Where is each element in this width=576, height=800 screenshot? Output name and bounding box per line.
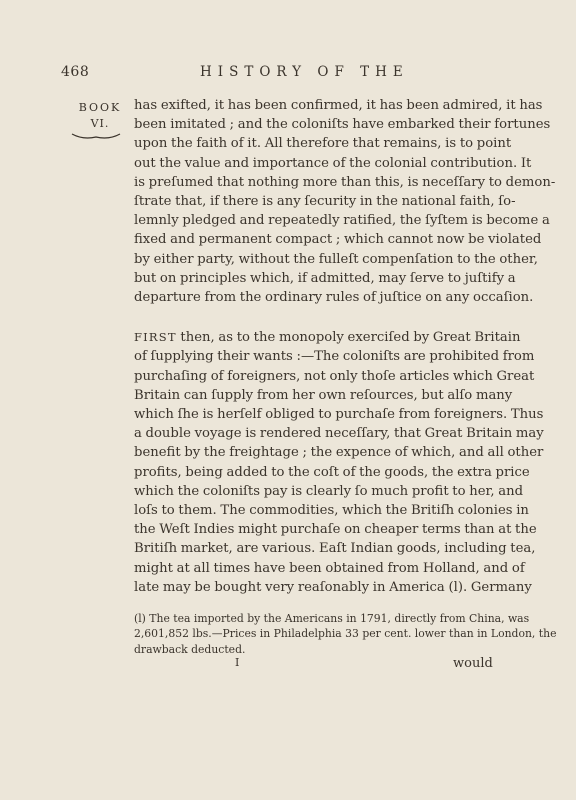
text-line: Britain can ſupply from her own reſources, but alſo many bbox=[134, 387, 513, 403]
text-line: loſs to them. The commodities, which the Britiſh colonies in bbox=[134, 503, 529, 519]
text-line: late may be bought very reaſonably in America (l). Germany bbox=[134, 579, 532, 595]
text-line: has exifted, it has been confirmed, it has been admired, it has bbox=[134, 98, 543, 113]
text-line: which ſhe is herſelf obliged to purchaſe from foreigners. Thus bbox=[134, 407, 544, 423]
text-line: is preſumed that nothing more than this, is neceſſary to demon- bbox=[134, 174, 556, 190]
page-number: 468 bbox=[61, 64, 90, 80]
book-label: BOOK bbox=[78, 101, 122, 114]
text-line: departure from the ordinary rules of juſtice on any occaſion. bbox=[134, 290, 534, 306]
text-line: ſtrate that, if there is any ſecurity in the national faith, ſo- bbox=[134, 194, 516, 210]
catchword: would bbox=[453, 656, 493, 671]
text-line: been imitated ; and the coloniſts have embarked their fortunes bbox=[134, 117, 551, 133]
text-line: but on principles which, if admitted, may ſerve to juſtify a bbox=[134, 270, 516, 286]
text-line: out the value and importance of the colonial contribution. It bbox=[134, 155, 532, 171]
footnote bbox=[134, 611, 557, 657]
text-line-rest: then, as to the monopoly exerciſed by Great Britain bbox=[176, 330, 521, 346]
text-line: a double voyage is rendered neceſſary, that Great Britain may bbox=[134, 426, 544, 442]
running-title: HISTORY OF THE bbox=[200, 64, 409, 80]
paragraph-1 bbox=[134, 96, 556, 307]
text-line: lemnly pledged and repeatedly ratified, the ſyſtem is become a bbox=[134, 213, 550, 229]
footnote-line: 2,601,852 lbs.—Prices in Philadelphia 33 per cent. lower than in London, the bbox=[134, 627, 557, 641]
text-line: which the coloniſts pay is clearly ſo much profit to her, and bbox=[134, 483, 524, 499]
footnote-line: (l) The tea imported by the Americans in 1791, directly from China, was bbox=[134, 612, 530, 625]
text-line: by either party, without the fulleſt compenſation to the other, bbox=[134, 251, 538, 267]
text-line: purchaſing of foreigners, not only thoſe articles which Great bbox=[134, 368, 535, 384]
text-line: the Weſt Indies might purchaſe on cheaper terms than at the bbox=[134, 522, 537, 538]
book-side-note bbox=[70, 100, 130, 132]
text-line: Britiſh market, are various. Eaſt Indian goods, including tea, bbox=[134, 541, 536, 557]
volume-label: VI. bbox=[90, 117, 110, 130]
ornamental-rule bbox=[71, 131, 121, 141]
text-line: profits, being added to the coſt of the goods, the extra price bbox=[134, 464, 530, 480]
signature-mark: I bbox=[235, 656, 240, 669]
text-line bbox=[134, 328, 521, 347]
footnote-line: drawback deducted. bbox=[134, 642, 246, 656]
text-line: upon the faith of it. All therefore that remains, is to point bbox=[134, 136, 512, 152]
paragraph-2 bbox=[134, 328, 544, 597]
text-line: benefit by the freightage ; the expence of which, and all other bbox=[134, 445, 544, 461]
text-line: fixed and permanent compact ; which cannot now be violated bbox=[134, 232, 542, 248]
body-text bbox=[134, 96, 556, 597]
text-line: of ſupplying their wants :—The coloniſts are prohibited from bbox=[134, 349, 535, 365]
first-word: FIRST bbox=[134, 330, 177, 345]
text-line: might at all times have been obtained from Holland, and of bbox=[134, 560, 525, 576]
